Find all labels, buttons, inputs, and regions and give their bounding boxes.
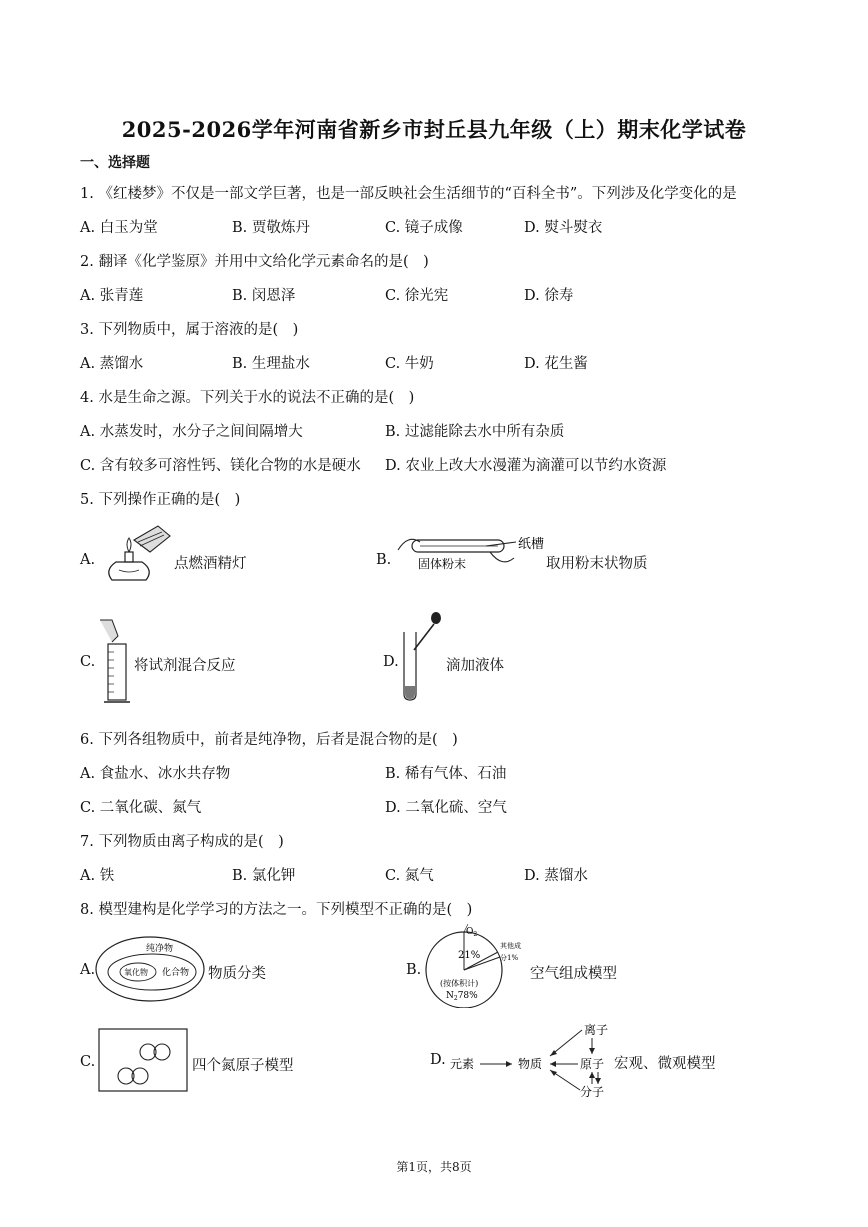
q4-option-c[interactable]: C. 含有较多可溶性钙、镁化合物的水是硬水 (80, 458, 361, 474)
test-tube-paper-trough-figure (390, 528, 550, 580)
q4-option-d[interactable]: D. 农业上改大水漫灌为滴灌可以节约水资源 (385, 458, 667, 474)
oxygen-percent-label: 21% (458, 950, 481, 961)
q7-option-d[interactable]: D. 蒸馏水 (524, 868, 588, 884)
q1-option-b[interactable]: B. 贾敬炼丹 (232, 220, 310, 236)
pure-substance-label: 纯净物 (146, 944, 174, 954)
question-4-stem: 4. 水是生命之源。下列关于水的说法不正确的是( ) (80, 390, 415, 406)
q6-option-a[interactable]: A. 食盐水、冰水共存物 (80, 766, 231, 782)
other-percent-label: 分1% (500, 954, 519, 962)
section-heading: 一、选择题 (80, 155, 150, 171)
substance-label: 物质 (518, 1057, 543, 1071)
q5-caption-a: 点燃酒精灯 (174, 556, 247, 572)
element-label: 元素 (450, 1057, 475, 1071)
macro-micro-model-figure (444, 1018, 614, 1102)
nitrogen-atoms-model-figure (98, 1028, 190, 1094)
q3-option-d[interactable]: D. 花生酱 (524, 356, 588, 372)
q8-option-a[interactable]: A. (80, 962, 96, 978)
q6-option-b[interactable]: B. 稀有气体、石油 (385, 766, 507, 782)
atom-label: 原子 (580, 1057, 605, 1071)
q1-option-d[interactable]: D. 熨斗熨衣 (524, 220, 603, 236)
q8-caption-a: 物质分类 (208, 966, 266, 982)
q6-option-d[interactable]: D. 二氧化硫、空气 (385, 800, 507, 816)
q2-option-b[interactable]: B. 闵恩泽 (232, 288, 296, 304)
question-1-stem: 1. 《红楼梦》不仅是一部文学巨著，也是一部反映社会生活细节的“百科全书”。下列涉及化学变化的是 (80, 186, 737, 202)
q3-option-a[interactable]: A. 蒸馏水 (80, 356, 144, 372)
q5-caption-c: 将试剂混合反应 (134, 658, 236, 674)
q1-option-c[interactable]: C. 镜子成像 (385, 220, 463, 236)
oxide-label: 氧化物 (124, 968, 148, 977)
page-title: 2025-2026学年河南省新乡市封丘县九年级（上）期末化学试卷 (121, 117, 747, 142)
o2-label: $O_2$ (466, 927, 478, 938)
q3-option-c[interactable]: C. 牛奶 (385, 356, 434, 372)
substance-classification-figure (94, 934, 206, 1004)
compound-label: 化合物 (162, 968, 190, 978)
q1-option-a[interactable]: A. 白玉为堂 (80, 220, 158, 236)
q4-option-b[interactable]: B. 过滤能除去水中所有杂质 (385, 424, 565, 440)
question-8-stem: 8. 模型建构是化学学习的方法之一。下列模型不正确的是( ) (80, 902, 473, 918)
q6-option-c[interactable]: C. 二氧化碳、氮气 (80, 800, 202, 816)
q2-option-d[interactable]: D. 徐寿 (524, 288, 574, 304)
molecule-label: 分子 (580, 1085, 605, 1099)
question-7-stem: 7. 下列物质由离子构成的是( ) (80, 834, 284, 850)
q8-caption-d: 宏观、微观模型 (614, 1056, 716, 1072)
dropper-test-tube-figure (398, 612, 448, 704)
other-components-label: 其他成 (500, 942, 521, 950)
q3-option-b[interactable]: B. 生理盐水 (232, 356, 310, 372)
alcohol-lamp-figure (94, 522, 174, 594)
q5-option-c[interactable]: C. (80, 654, 96, 670)
solid-powder-label: 固体粉末 (418, 557, 467, 571)
graduated-cylinder-figure (98, 618, 138, 708)
question-3-stem: 3. 下列物质中，属于溶液的是( ) (80, 322, 299, 338)
air-composition-pie-figure (418, 924, 530, 1008)
q5-caption-b: 取用粉末状物质 (546, 556, 648, 572)
question-6-stem: 6. 下列各组物质中，前者是纯净物，后者是混合物的是( ) (80, 732, 458, 748)
page-footer: 第1页，共8页 (396, 1160, 472, 1174)
question-5-stem: 5. 下列操作正确的是( ) (80, 492, 241, 508)
q2-option-a[interactable]: A. 张青莲 (80, 288, 144, 304)
ion-label: 离子 (584, 1023, 609, 1037)
q5-option-a[interactable]: A. (80, 552, 96, 568)
q8-caption-c: 四个氮原子模型 (192, 1058, 294, 1074)
q8-caption-b: 空气组成模型 (530, 966, 617, 982)
q8-option-c[interactable]: C. (80, 1054, 96, 1070)
question-2-stem: 2. 翻译《化学鉴原》并用中文给化学元素命名的是( ) (80, 254, 429, 270)
q4-option-a[interactable]: A. 水蒸发时，水分子之间间隔增大 (80, 424, 303, 440)
q7-option-b[interactable]: B. 氯化钾 (232, 868, 296, 884)
q7-option-c[interactable]: C. 氮气 (385, 868, 434, 884)
q8-option-d[interactable]: D. (430, 1052, 446, 1068)
q2-option-c[interactable]: C. 徐光宪 (385, 288, 449, 304)
by-volume-label: (按体积计) (440, 979, 479, 988)
q5-option-b[interactable]: B. (376, 552, 392, 568)
q5-caption-d: 滴加液体 (446, 658, 504, 674)
q5-option-d[interactable]: D. (383, 654, 399, 670)
q7-option-a[interactable]: A. 铁 (80, 868, 115, 884)
n2-label: $N_278\%$ (446, 991, 478, 1002)
q8-option-b[interactable]: B. (406, 962, 422, 978)
paper-trough-label: 纸槽 (518, 537, 545, 552)
